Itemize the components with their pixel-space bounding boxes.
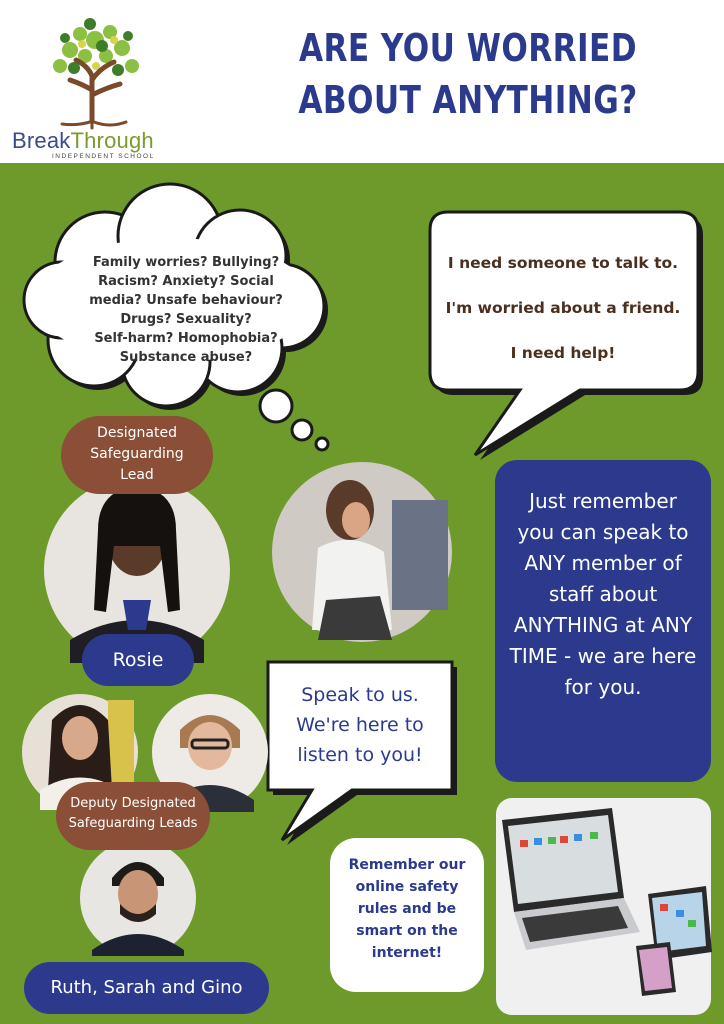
devices-photo xyxy=(496,798,712,1015)
gino-photo xyxy=(80,840,196,956)
dsl-name-badge: Rosie xyxy=(82,634,194,686)
logo-wordmark: BreakThrough xyxy=(12,128,154,153)
deputy-names-badge: Ruth, Sarah and Gino xyxy=(24,962,269,1014)
worried-student-photo xyxy=(272,462,452,642)
remember-message-box: Just remember you can speak to ANY member of staff about ANYTHING at ANY TIME - we are here for you. xyxy=(495,460,711,782)
logo-subtitle: INDEPENDENT SCHOOL xyxy=(52,153,155,160)
page-title: ARE YOU WORRIED ABOUT ANYTHING? xyxy=(298,26,638,122)
speak-bubble-text: Speak to us. We're here to listen to you! xyxy=(296,684,424,766)
speech-bubble-text: I need someone to talk to. I'm worried about a friend. I need help! xyxy=(445,254,681,362)
thought-cloud-text: Family worries? Bullying? Racism? Anxiety? Social media? Unsafe behaviour? Drugs? Sexuality? Self-harm? Homophobia? Substance abuse? xyxy=(89,255,283,365)
online-safety-box: Remember our online safety rules and be smart on the internet! xyxy=(330,838,484,992)
deputy-role-badge: Deputy Designated Safeguarding Leads xyxy=(56,782,210,850)
dsl-role-badge: Designated Safeguarding Lead xyxy=(61,416,213,494)
